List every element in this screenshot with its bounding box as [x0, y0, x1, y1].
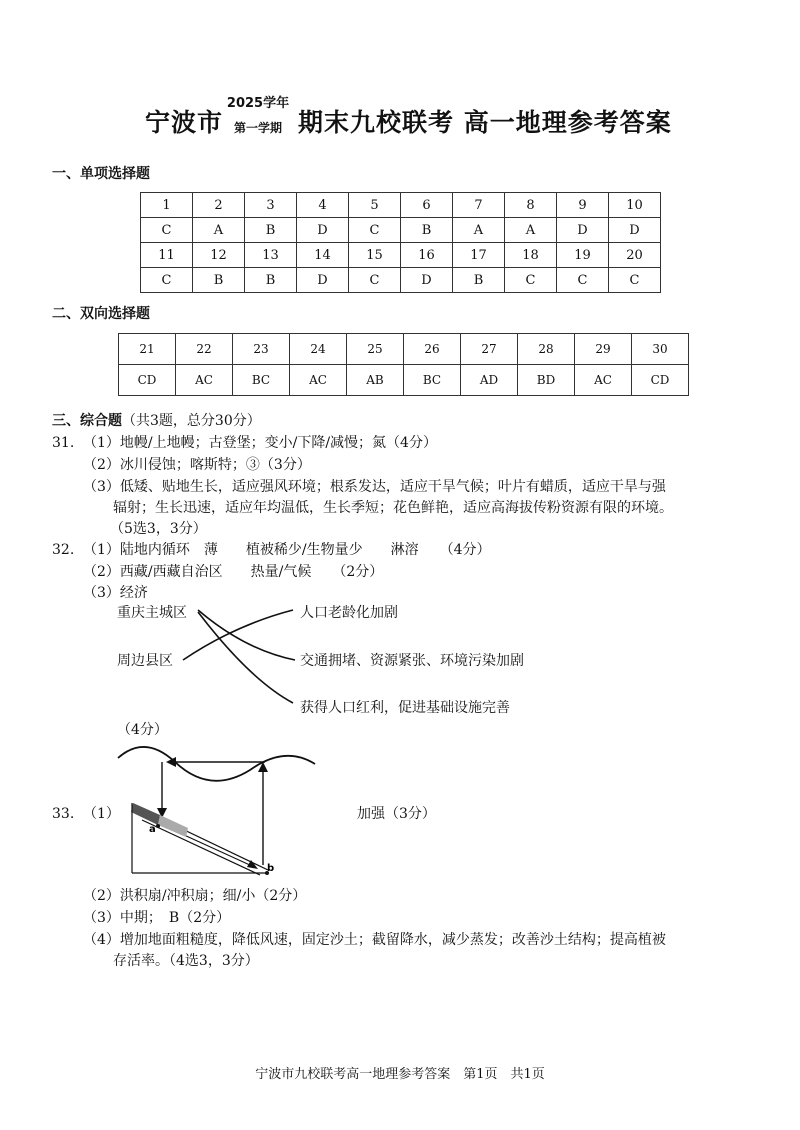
- q32-part3: （3）经济: [83, 585, 148, 601]
- table-cell: D: [297, 268, 349, 293]
- table-cell: AC: [575, 365, 632, 396]
- q32-score: （4分）: [117, 722, 168, 738]
- table-cell: BC: [404, 365, 461, 396]
- table-cell: CD: [632, 365, 689, 396]
- title-term: 第一学期: [233, 121, 282, 135]
- section3-heading: 三、综合题: [52, 413, 122, 429]
- table-cell: A: [193, 218, 245, 243]
- q33-answer1: 加强（3分）: [357, 806, 436, 822]
- table-cell: 1: [141, 193, 193, 218]
- page-footer: 宁波市九校联考高一地理参考答案 第1页 共1页: [255, 1067, 545, 1082]
- table-cell: C: [505, 268, 557, 293]
- match-left-2: 周边县区: [117, 653, 173, 669]
- table-cell: 20: [609, 243, 661, 268]
- section3-note: （共3题，总分30分）: [122, 413, 261, 429]
- label-b: b: [267, 863, 275, 874]
- table-cell: 8: [505, 193, 557, 218]
- sediment-gray: [158, 815, 188, 837]
- table-cell: B: [193, 268, 245, 293]
- q31-number: 31.: [52, 435, 75, 451]
- title-city: 宁波市: [145, 108, 224, 137]
- table-cell: C: [349, 268, 401, 293]
- table-cell: AB: [347, 365, 404, 396]
- table-cell: B: [453, 268, 505, 293]
- table-cell: 9: [557, 193, 609, 218]
- table-cell: 14: [297, 243, 349, 268]
- q31-part2: （2）冰川侵蚀；喀斯特；③（3分）: [83, 457, 311, 473]
- q31-part3-line3: （5选3，3分）: [110, 521, 207, 537]
- q32-part1: （1）陆地内循环 薄 植被稀少/生物量少 淋溶 （4分）: [83, 542, 491, 558]
- table-cell: AC: [290, 365, 347, 396]
- title-year: 2025学年: [226, 96, 290, 111]
- table-cell: CD: [119, 365, 176, 396]
- table-cell: 24: [290, 334, 347, 365]
- table-cell: B: [401, 218, 453, 243]
- table-cell: 4: [297, 193, 349, 218]
- table-cell: D: [297, 218, 349, 243]
- q31-part3-line1: （3）低矮、贴地生长，适应强风环境；根系发达，适应干旱气候；叶片有蜡质，适应干旱与强: [83, 479, 666, 495]
- wave-line: [118, 747, 315, 781]
- table-cell: 23: [233, 334, 290, 365]
- table-cell: 16: [401, 243, 453, 268]
- table-cell: AC: [176, 365, 233, 396]
- table-cell: A: [453, 218, 505, 243]
- table-cell: 27: [461, 334, 518, 365]
- table-cell: 22: [176, 334, 233, 365]
- match-right-1: 人口老龄化加剧: [300, 605, 398, 621]
- table-cell: C: [349, 218, 401, 243]
- slope-diagram: [100, 740, 320, 885]
- match-left-1: 重庆主城区: [117, 605, 187, 621]
- table-cell: C: [609, 268, 661, 293]
- table-cell: 18: [505, 243, 557, 268]
- table-cell: 10: [609, 193, 661, 218]
- table-cell: D: [401, 268, 453, 293]
- table-cell: BD: [518, 365, 575, 396]
- table-cell: C: [141, 218, 193, 243]
- title-main: 期末九校联考 高一地理参考答案: [298, 108, 672, 137]
- label-a: a: [149, 824, 156, 835]
- q32-number: 32.: [52, 542, 75, 558]
- table-cell: 2: [193, 193, 245, 218]
- q33-part4-line2: 存活率。（4选3，3分）: [113, 953, 259, 969]
- match-right-2: 交通拥堵、资源紧张、环境污染加剧: [300, 653, 524, 669]
- table-cell: 13: [245, 243, 297, 268]
- match-line-1: [198, 610, 295, 660]
- q33-part4-line1: （4）增加地面粗糙度，降低风速，固定沙土；截留降水，减少蒸发；改善沙土结构；提高植被: [83, 932, 666, 948]
- q33-part1: （1）: [83, 806, 120, 822]
- table-cell: C: [557, 268, 609, 293]
- match-line-3: [183, 610, 293, 660]
- q33-part3: （3）中期； B（2分）: [83, 910, 231, 926]
- section2-heading: 二、双向选择题: [52, 306, 150, 322]
- table-cell: 3: [245, 193, 297, 218]
- table-cell: 28: [518, 334, 575, 365]
- table-cell: 30: [632, 334, 689, 365]
- table-cell: 11: [141, 243, 193, 268]
- q31-part1: （1）地幔/上地幔；古登堡；变小/下降/减慢；氮（4分）: [83, 435, 437, 451]
- table-cell: 7: [453, 193, 505, 218]
- match-right-3: 获得人口红利，促进基础设施完善: [300, 700, 510, 716]
- table-cell: 29: [575, 334, 632, 365]
- table-cell: D: [557, 218, 609, 243]
- q33-part2: （2）洪积扇/冲积扇；细/小（2分）: [83, 888, 307, 904]
- q32-part2: （2）西藏/西藏自治区 热量/气候 （2分）: [83, 564, 384, 580]
- table-cell: BC: [233, 365, 290, 396]
- table-cell: A: [505, 218, 557, 243]
- table-cell: 5: [349, 193, 401, 218]
- table-cell: 17: [453, 243, 505, 268]
- table-cell: 15: [349, 243, 401, 268]
- table-cell: 6: [401, 193, 453, 218]
- table-cell: AD: [461, 365, 518, 396]
- table-cell: C: [141, 268, 193, 293]
- point-a: [156, 824, 160, 828]
- table-cell: 25: [347, 334, 404, 365]
- slope-underline: [142, 820, 260, 875]
- section1-heading: 一、单项选择题: [52, 166, 150, 182]
- table-cell: D: [609, 218, 661, 243]
- table-cell: 19: [557, 243, 609, 268]
- q33-number: 33.: [52, 806, 75, 822]
- table-cell: 26: [404, 334, 461, 365]
- table-cell: B: [245, 268, 297, 293]
- table-cell: 21: [119, 334, 176, 365]
- q31-part3-line2: 辐射；生长迅速，适应年均温低，生长季短；花色鲜艳，适应高海拔传粉资源有限的环境。: [113, 500, 673, 516]
- table-cell: 12: [193, 243, 245, 268]
- table-cell: B: [245, 218, 297, 243]
